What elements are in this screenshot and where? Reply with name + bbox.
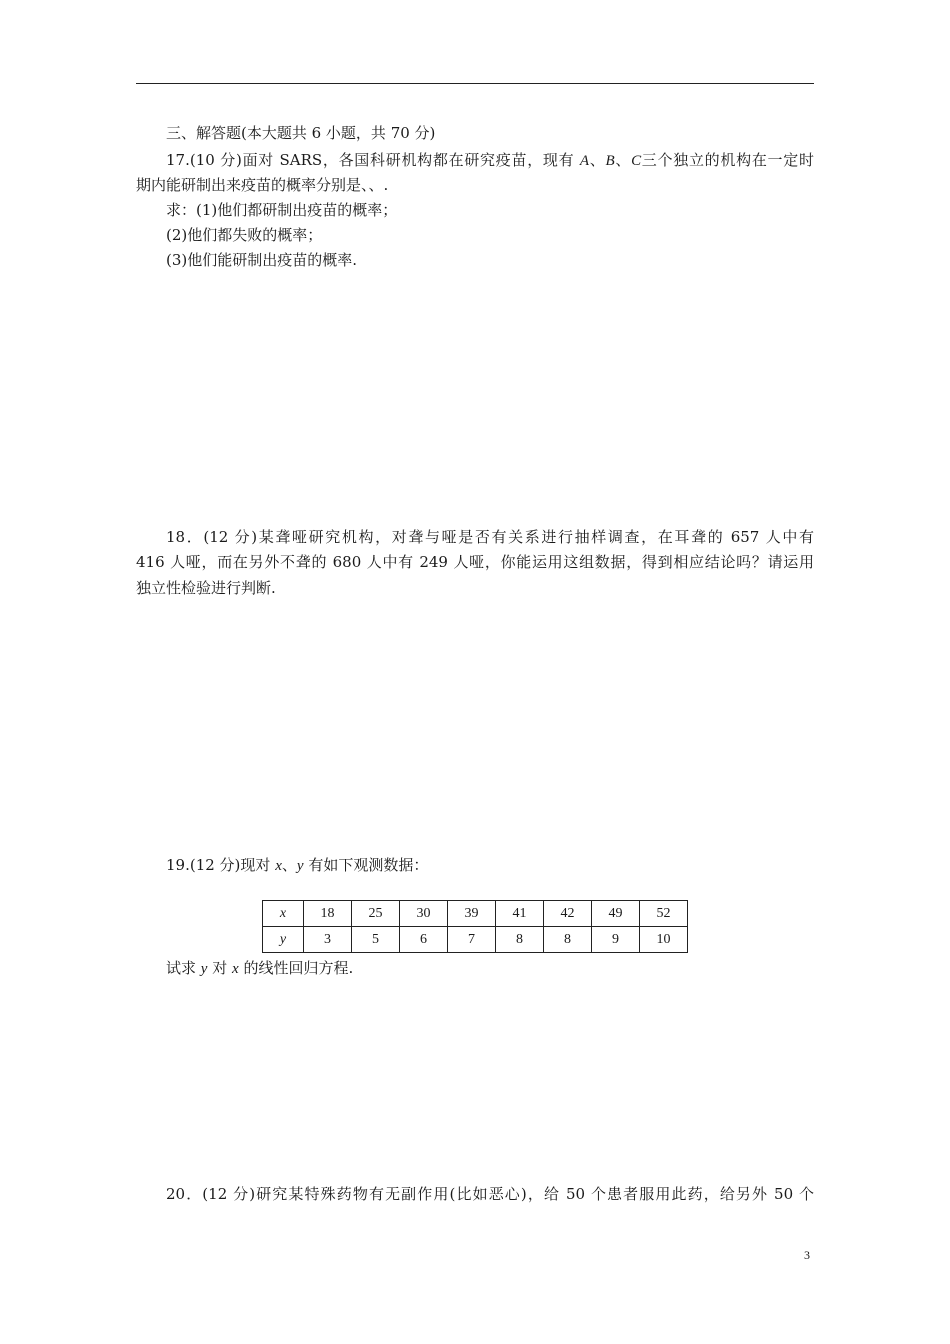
q19-text: 试求 [166,959,201,977]
q18-line-3: 独立性检验进行判断. [136,579,276,597]
table-cell: 49 [592,901,640,927]
q17-sep: 、 [589,151,606,169]
q17-line-2: 期内能研制出来疫苗的概率分别是、、. [136,176,389,194]
q17-sub-3: (3)他们能研制出疫苗的概率. [166,251,358,269]
table-cell: 18 [304,901,352,927]
table-header-y: y [263,927,304,953]
table-cell: 3 [304,927,352,953]
table-cell: 10 [640,927,688,953]
q17-var-b: B [605,153,615,169]
q17-line-1 [166,150,814,171]
q19-text: 的线性回归方程. [238,959,354,977]
q17-sub-2: (2)他们都失败的概率； [166,226,323,244]
q17-text: 17.(10 分)面对 SARS，各国科研机构都在研究疫苗，现有 [166,151,580,169]
section-title: 三、解答题(本大题共 6 小题，共 70 分) [166,124,436,142]
q17-sub-1: 求：(1)他们都研制出疫苗的概率； [166,201,398,219]
q19-line-1 [166,855,814,876]
q17-sep: 、 [614,151,632,169]
q19-text: 有如下观测数据： [303,856,429,874]
table-cell: 6 [400,927,448,953]
q17-var-c: C [631,153,642,169]
table-cell: 8 [496,927,544,953]
observation-table [262,900,688,953]
table-cell: 7 [448,927,496,953]
header-rule [136,83,814,84]
table-cell: 42 [544,901,592,927]
q19-sep: 、 [281,856,297,874]
table-cell: 5 [352,927,400,953]
table-row-x [263,901,688,927]
table-cell: 39 [448,901,496,927]
q18-line-2: 416 人哑，而在另外不聋的 680 人中有 249 人哑，你能运用这组数据，得到相应结论吗？请运用 [136,553,814,571]
page-number: 3 [804,1248,810,1262]
table-cell: 41 [496,901,544,927]
q17-var-a: A [579,153,590,169]
q19-var-x: x [275,858,282,874]
q19-var-x: x [232,961,239,977]
q17-text: 三个独立的机构在一定时 [641,151,814,169]
table-header-x: x [263,901,304,927]
table-row-y [263,927,688,953]
q19-var-y: y [200,961,208,977]
q19-instruction [166,958,814,979]
q19-var-y: y [296,858,304,874]
table-cell: 9 [592,927,640,953]
q19-text: 19.(12 分)现对 [166,856,276,874]
table-cell: 8 [544,927,592,953]
table-cell: 25 [352,901,400,927]
q18-line-1: 18．(12 分)某聋哑研究机构，对聋与哑是否有关系进行抽样调查，在耳聋的 657 人中有 [166,528,814,546]
table-cell: 30 [400,901,448,927]
table-cell: 52 [640,901,688,927]
q20-line-1: 20．(12 分)研究某特殊药物有无副作用(比如恶心)，给 50 个患者服用此药，给另外 50 个 [166,1185,814,1203]
q19-text: 对 [207,959,232,977]
